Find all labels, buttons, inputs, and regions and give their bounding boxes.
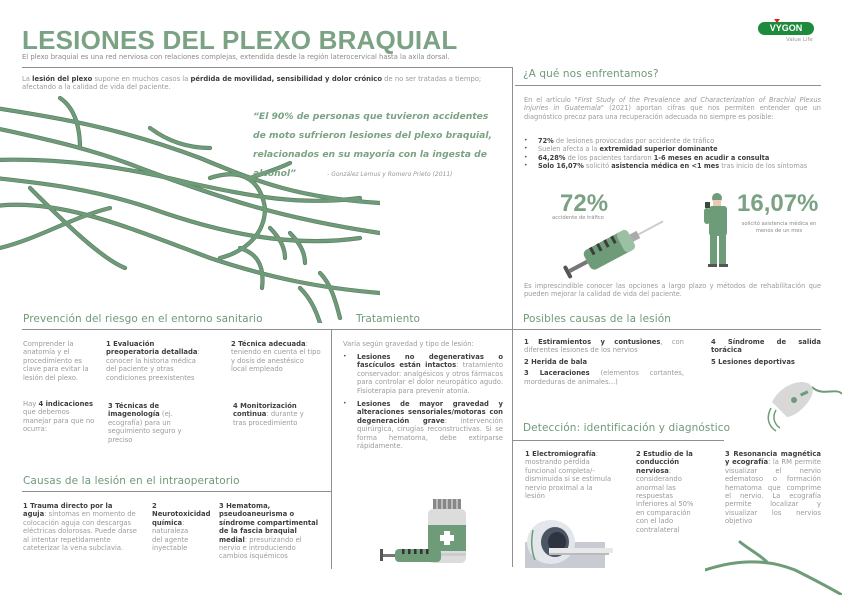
vygon-logo xyxy=(758,19,814,35)
posibles-item-2: 2 Herida de bala xyxy=(524,357,588,366)
bullet-item: • 72% de lesiones provocadas por accidente de tráfico xyxy=(524,137,821,145)
mri-machine-icon xyxy=(523,520,615,570)
deteccion-item-3: 3 Resonancia magnética y ecografía: la RM permite visualizar el nervio edematoso o formación hematoma que comprime el nervio. La ecografía permite localizar y visualizar los nervios objetivo xyxy=(725,450,821,526)
bullet-item: • 64,28% de los pacientes tardaron 1-6 meses en acudir a consulta xyxy=(524,154,821,162)
stat-1607-value: 16,07% xyxy=(737,190,819,217)
stat-1607-label: solicitó asistencia médica en menos de un mes xyxy=(741,221,817,234)
tratamiento-intro: Varía según gravedad y tipo de lesión: xyxy=(343,340,474,348)
prevencion-intro-2: Hay 4 indicaciones que debemos manejar para que no ocurra: xyxy=(23,400,95,434)
prevencion-item-4: 4 Monitorización continua: durante y tras procedimiento xyxy=(233,402,304,427)
stat-72-value: 72% xyxy=(560,190,609,217)
quote-author: - González Lemus y Romero Prieto (2011) xyxy=(327,171,453,178)
posibles-item-3: 3 Laceraciones (elementos cortantes, mordeduras de animales...) xyxy=(524,369,684,386)
enfrentamos-closing: Es imprescindible conocer las opciones a largo plazo y métodos de rehabilitación que pueden mejorar la calidad de vida del paciente. xyxy=(524,282,821,299)
divider-posibles xyxy=(512,329,821,330)
divider-deteccion xyxy=(512,440,724,441)
prevencion-item-1: 1 Evaluación preoperatoria detallada: conocer la historia médica del paciente y otras condiciones preexistentes xyxy=(106,340,200,382)
syringe-icon xyxy=(550,205,670,280)
stat-72-label: accidente de tráfico xyxy=(552,215,604,221)
causas-intra-item-1: 1 Trauma directo por la aguja: síntomas en momento de colocación aguja con descargas eléctricas dolorosas. Puede darse al intentar repetidamente cateterizar la vena subclavia. xyxy=(23,502,137,553)
divider-causas-intra xyxy=(22,491,331,492)
quote-text: “El 90% de personas que tuvieron accidentes de moto sufrieron lesiones del plexo braquial, relacionados en su mayoría con la ingesta de alcohol” xyxy=(253,111,493,179)
section-title-posibles: Posibles causas de la lesión xyxy=(523,313,671,325)
divider-vertical-left xyxy=(331,329,332,569)
tratamiento-item: • Lesiones de mayor gravedad y alteraciones sensoriales/motoras con degeneración grave: intervención quirúrgica, cirugías reconstructivas. Si se forma hematoma, debe extirparse rápidamente. xyxy=(343,400,503,450)
divider-intro-top xyxy=(22,67,513,68)
page-subtitle: El plexo braquial es una red nerviosa con relaciones complejas, extendida desde la región laterocervical hasta la axila dorsal. xyxy=(22,53,450,61)
posibles-item-1: 1 Estiramientos y contusiones, con diferentes lesiones de los nervios xyxy=(524,338,684,355)
section-title-tratamiento: Tratamiento xyxy=(356,313,421,325)
medicine-bottle-icon xyxy=(378,495,478,565)
surgeon-icon xyxy=(700,190,740,270)
causas-intra-item-3: 3 Hematoma, pseudoaneurisma o síndrome compartimental de la fascia braquial medial: presurizando el nervio e introduciendo cambios isquémicos xyxy=(219,502,319,561)
prevencion-intro: Comprender la anatomía y el procedimiento es clave para evitar la lesión del plexo. xyxy=(23,340,89,382)
enfrentamos-paragraph: En el artículo "First Study of the Prevalence and Characterization of Brachial Plexus Injuries in Guatemala" (2021) aportan cifras que nos permiten entender que un diagnóstico precoz para una recuperación adecuada no siempre es posible: xyxy=(524,96,821,121)
tratamiento-item: • Lesiones no degenerativas o fascículos están intactos: tratamiento conservador: analgésicos y otros fármacos para controlar el dolor neuropático agudo. Fisioterapia para prevenir atonía. xyxy=(343,353,503,395)
logo-tagline: Value Life xyxy=(786,37,813,43)
section-title-prevencion: Prevención del riesgo en el entorno sanitario xyxy=(23,313,263,325)
divider-tratamiento xyxy=(326,329,512,330)
deteccion-item-1: 1 Electromiografía: mostrando pérdida funcional completa/-disminuida si se estimula nervio proximal a la lesión xyxy=(525,450,612,501)
prevencion-item-3: 3 Técnicas de imagenología (ej. ecografía) para un seguimiento seguro y preciso xyxy=(108,402,182,444)
section-title-causas-intra: Causas de la lesión en el intraoperatorio xyxy=(23,475,240,487)
ultrasound-probe-icon xyxy=(762,372,842,432)
causas-intra-item-2: 2 Neurotoxicidad química: naturaleza del agente inyectable xyxy=(152,502,211,553)
section-title-deteccion: Detección: identificación y diagnóstico xyxy=(523,422,731,434)
page-title: LESIONES DEL PLEXO BRAQUIAL xyxy=(22,25,458,55)
divider-enfrentamos xyxy=(515,85,821,86)
bullet-item: • Suelen afecta a la extremidad superior dominante xyxy=(524,145,821,153)
deteccion-item-2: 2 Estudio de la conducción nerviosa: considerando anormal las respuestas inferiores al 50% en comparación con el lado contralateral xyxy=(636,450,694,534)
prevencion-item-2: 2 Técnica adecuada: teniendo en cuenta el tipo y dosis de anestésico local empleado xyxy=(231,340,321,374)
quote-block xyxy=(253,104,493,180)
intro-text: La lesión del plexo supone en muchos casos la pérdida de movilidad, sensibilidad y dolor crónico de no ser tratadas a tiempo; afectando a la calidad de vida del paciente. xyxy=(22,75,482,92)
posibles-item-5: 5 Lesiones deportivas xyxy=(711,357,795,366)
bullet-item: • Solo 16,07% solicitó asistencia médica en <1 mes tras inicio de los síntomas xyxy=(524,162,821,170)
posibles-item-4: 4 Síndrome de salida torácica xyxy=(711,338,821,355)
posibles-col-2 xyxy=(711,338,821,366)
enfrentamos-bullets xyxy=(524,137,821,171)
logo-brand: VYGON xyxy=(769,23,803,33)
section-title-enfrentamos: ¿A qué nos enfrentamos? xyxy=(523,68,659,80)
divider-vertical-main xyxy=(512,67,513,567)
divider-prevencion xyxy=(22,329,326,330)
posibles-col-1 xyxy=(524,338,684,386)
tratamiento-list xyxy=(343,353,503,450)
nerve-fragment-icon xyxy=(705,540,842,595)
